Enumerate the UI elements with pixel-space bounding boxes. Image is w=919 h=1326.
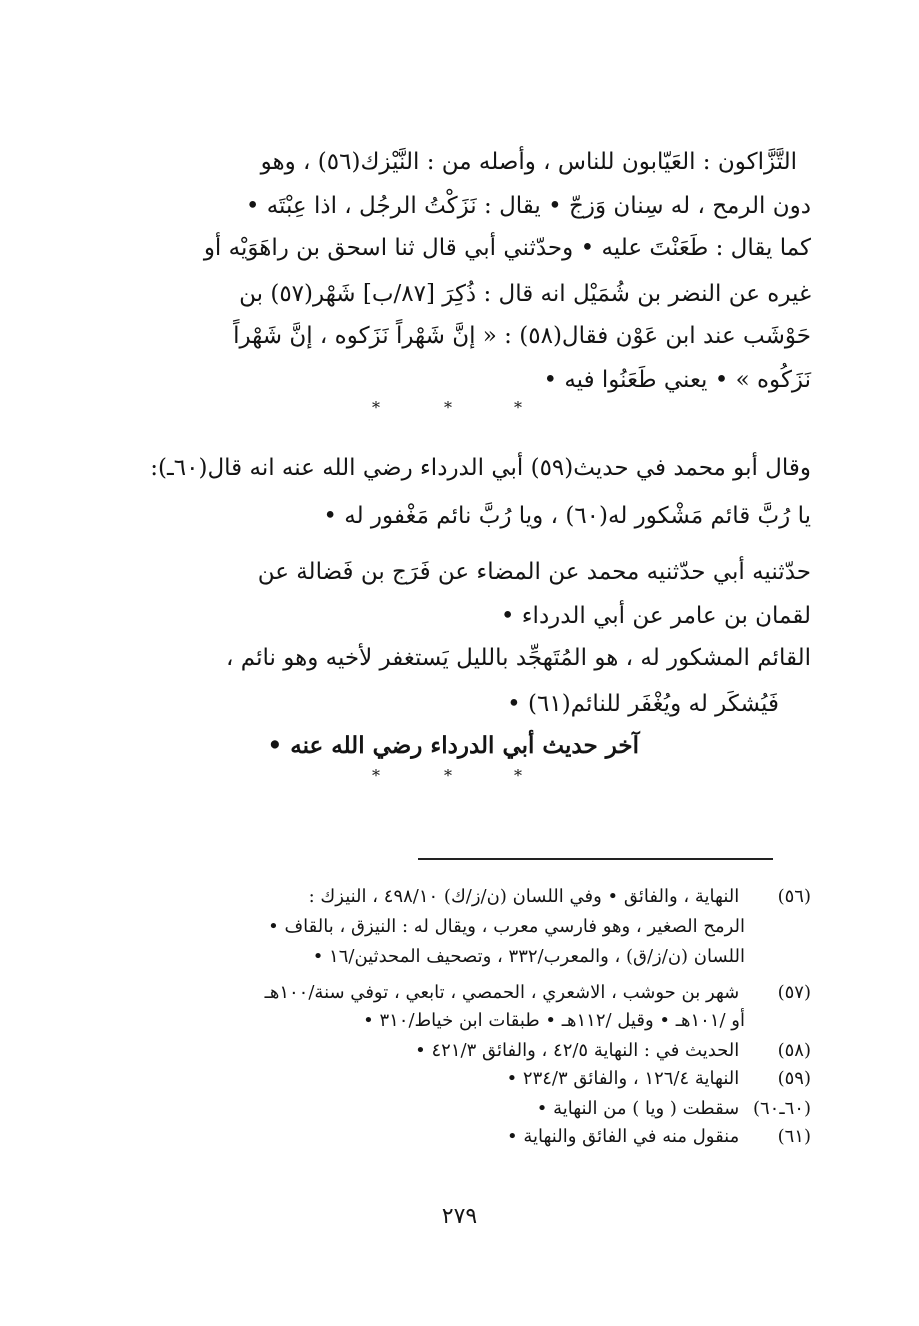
star-ornament: * (444, 398, 452, 417)
footnote-number: (٥٨) (777, 1040, 811, 1061)
footnote-text: سقطت ( ويا ) من النهاية • (536, 1098, 740, 1119)
text-line: فَيُشكَر له ويُغْفَر للنائم(٦١) • (507, 691, 779, 717)
footnote-number: (٥٦) (777, 886, 811, 907)
star-ornament: * (372, 766, 380, 785)
footnote-line (309, 884, 811, 910)
text-line: وقال أبو محمد في حديث(٥٩) أبي الدرداء رضي الله عنه انه قال(٦٠ـ): (150, 455, 811, 481)
text-line: دون الرمح ، له سِنان وَزجّ • يقال : نَزَكْتُ الرجُل ، اذا عِبْتَه • (245, 193, 811, 219)
footnote-text: اللسان (ن/ز/ق) ، والمعرب/٣٣٢ ، وتصحيف المحدثين/١٦ • (312, 946, 745, 967)
footnote-text: شهر بن حوشب ، الاشعري ، الحمصي ، تابعي ، توفي سنة/١٠٠هـ (264, 982, 740, 1003)
footnote-line (265, 980, 811, 1006)
section-separator (360, 766, 540, 790)
page-number: ٢٧٩ (441, 1204, 478, 1229)
star-ornament: * (372, 398, 380, 417)
footnote-line (363, 1008, 745, 1034)
text-line: حدّثنيه أبي حدّثنيه محمد عن المضاء عن فَرَج بن فَضالة عن (257, 559, 811, 585)
footnote-line (507, 1066, 811, 1092)
text-line: القائم المشكور له ، هو المُتَهجِّد بالليل يَستغفر لأخيه وهو نائم ، (226, 645, 811, 671)
footnote-line (507, 1124, 811, 1150)
section-separator (360, 398, 540, 422)
text-line: لقمان بن عامر عن أبي الدرداء • (500, 603, 811, 629)
footnote-divider (418, 858, 773, 860)
footnote-number: (٥٩) (777, 1068, 811, 1089)
footnote-text: النهاية ، والفائق • وفي اللسان (ن/ز/ك) ٤٩٨/١٠ ، النيزك : (308, 886, 740, 907)
footnote-text: الحديث في : النهاية ٤٢/٥ ، والفائق ٤٢١/٣ • (415, 1040, 740, 1061)
star-ornament: * (514, 766, 522, 785)
text-line: كما يقال : طَعَنْتَ عليه • وحدّثني أبي قال ثنا اسحق بن راهَوَيْه أو (203, 235, 811, 261)
text-line: يا رُبَّ قائم مَشْكور له(٦٠) ، ويا رُبَّ نائم مَغْفور له • (323, 503, 811, 529)
footnote-text: منقول منه في الفائق والنهاية • (507, 1126, 740, 1147)
closing-line: آخر حديث أبي الدرداء رضي الله عنه • (267, 732, 639, 759)
footnote-text: النهاية ١٢٦/٤ ، والفائق ٢٣٤/٣ • (506, 1068, 740, 1089)
footnote-line (415, 1038, 811, 1064)
star-ornament: * (514, 398, 522, 417)
star-ornament: * (444, 766, 452, 785)
text-line: نَزَكُوه » • يعني طَعَنُوا فيه • (543, 367, 811, 393)
footnote-line (537, 1096, 811, 1122)
text-line: التَّزَّاكون : العَيّابون للناس ، وأصله من : النَّيْزك(٥٦) ، وهو (260, 149, 797, 175)
text-line: حَوْشَب عند ابن عَوْن فقال(٥٨) : « إنَّ شَهْراً نَزَكوه ، إنَّ شَهْراً (233, 323, 811, 349)
text-line: غيره عن النضر بن شُمَيْل انه قال : ذُكِرَ [٨٧/ب] شَهْر(٥٧) بن (239, 281, 811, 307)
footnote-text: الرمح الصغير ، وهو فارسي معرب ، ويقال له : النيزق ، بالقاف • (268, 916, 745, 937)
footnote-text: أو /١٠١هـ • وقيل /١١٢هـ • طبقات ابن خياط/٣١٠ • (363, 1010, 745, 1031)
footnote-line (268, 914, 745, 940)
footnote-number: (٦١) (777, 1126, 811, 1147)
footnote-number: (٦٠ـ٦٠) (752, 1098, 811, 1119)
footnote-line (313, 944, 745, 970)
footnote-number: (٥٧) (777, 982, 811, 1003)
